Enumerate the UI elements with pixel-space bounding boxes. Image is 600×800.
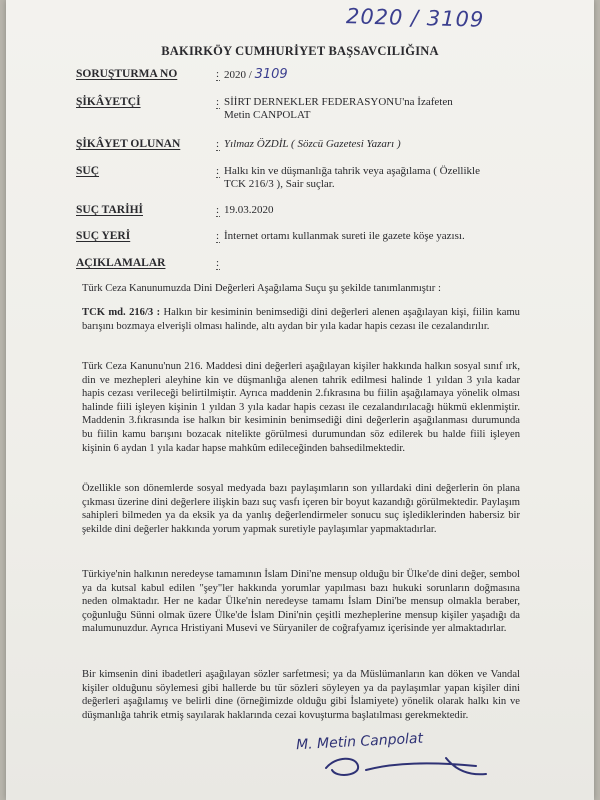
field-colon: : bbox=[216, 230, 220, 242]
field-value: Yılmaz ÖZDİL ( Sözcü Gazetesi Yazarı ) bbox=[224, 138, 401, 150]
tck-label: TCK md. 216/3 : bbox=[82, 307, 161, 318]
signature-scribble-icon bbox=[296, 748, 496, 788]
paragraph-4: Türkiye'nin halkının neredeyse tamamının İslam Dini'ne mensup olduğu bir Ülke'de dini değer, sembol ya da kutsal kabul edilen "şey"ler hakkında yorumlar yapılması bazı hukuki sorunların doğmasına neden olmaktadır. Her ne kadar Ülke'nin neredeyse tamamı İslam Dini'be mensup olmakla beraber, çoğunluğu Sünni olmak üzere Ülke'de İslam Dini'nin çeşitli mezheplerine mensup kişiler yaşadığı da malumunuzdur. Ayrıca Hristiyani Musevi ve Süryaniler de coğrafyamız içerisinde yer almaktadırlar. bbox=[82, 569, 520, 635]
field-value: 19.03.2020 bbox=[224, 204, 274, 216]
field-colon: : bbox=[216, 165, 220, 177]
case-number-handwritten: 3109 bbox=[254, 67, 288, 82]
field-value bbox=[224, 165, 554, 191]
field-value: İnternet ortamı kullanmak sureti ile gazete köşe yazısı. bbox=[224, 230, 465, 242]
field-colon: : bbox=[216, 138, 220, 150]
field-colon: : bbox=[216, 204, 220, 216]
field-label: ŞİKÂYET OLUNAN bbox=[76, 138, 181, 150]
document-page bbox=[6, 0, 594, 800]
complainant-line1: SİİRT DERNEKLER FEDERASYONU'na İzafeten bbox=[224, 96, 453, 108]
field-colon: : bbox=[216, 257, 220, 269]
case-number-prefix: 2020 / bbox=[224, 69, 255, 81]
tck-text: Halkın bir kesiminin benimsediği dini değerleri alenen aşağılayan kişi, fiilin kamu barışını bozmaya elverişli olması halinde, altı aydan bir yıla kadar hapis cezası ile cezalandırılır. bbox=[82, 307, 520, 332]
signature-name: M. Metin Canpolat bbox=[295, 730, 424, 754]
field-label: SUÇ TARİHİ bbox=[76, 204, 143, 216]
field-colon: : bbox=[216, 68, 220, 80]
field-label: ŞİKÂYETÇİ bbox=[76, 96, 141, 108]
signature bbox=[296, 732, 496, 793]
paragraph-3: Özellikle son dönemlerde sosyal medyada bazı paylaşımların son yıllardaki dini değerlerin ön plana çıkması üzerine dini değerlere ilişkin bazı suç vasfı içeren bir boyut kazandığı görülmektedir. Paylaşım sahipleri bilmeden ya da eksik ya da yanlış değerlendirmeler sonucu suç işlediklerinden habersiz bir şekilde dini değerler hakkında yorum yapmak suretiyle paylaşımlar yapmaktadırlar. bbox=[82, 483, 520, 535]
complainant-line2: Metin CANPOLAT bbox=[224, 109, 311, 121]
crime-line2: TCK 216/3 ), Sair suçlar. bbox=[224, 178, 335, 190]
field-colon: : bbox=[216, 96, 220, 108]
field-label: AÇIKLAMALAR bbox=[76, 257, 166, 269]
field-label: SUÇ bbox=[76, 165, 100, 177]
handwritten-case-number: 2020 / 3109 bbox=[345, 4, 485, 32]
tck-paragraph bbox=[82, 306, 520, 333]
crime-line1: Halkı kin ve düşmanlığa tahrik veya aşağılama ( Özellikle bbox=[224, 165, 480, 177]
intro-paragraph: Türk Ceza Kanunumuzda Dini Değerleri Aşağılama Suçu şu şekilde tanımlanmıştır : bbox=[82, 283, 441, 294]
document-title: BAKIRKÖY CUMHURİYET BAŞSAVCILIĞINA bbox=[161, 44, 439, 58]
field-value bbox=[224, 96, 554, 122]
paragraph-2: Türk Ceza Kanunu'nun 216. Maddesi dini değerleri aşağılayan kişiler hakkında halkın sosyal sınıf ırk, din ve mezhepleri aleyhine kin ve düşmanlığa alenen tahrik edilmesi halinde 1 yıldan 3 yıla kadar hapis cezası verileceği belirtilmiştir. Ayrıca maddenin 2.fıkrasına bu fiilin aşağılamaya yönelik olması halinde fiili işleyen kişinin 1 yıldan 3 yıla kadar hapis cezası ile cezalandırılacağı hükmü eklenmiştir. Maddenin 3.fıkrasında ise halkın bir kesiminin benimsediği dini değerlerin aşağılanması durumunda bu fiilin kamu barışını bozacak nitelikte görülmesi durumundan söz edilerek bu halde fiili işleyen kişinin 6 aydan 1 yıla kadar hapse mahkûm edileceğinden bahsedilmektedir. bbox=[82, 361, 520, 454]
field-label: SUÇ YERİ bbox=[76, 230, 131, 242]
field-value bbox=[224, 68, 554, 82]
field-label: SORUŞTURMA NO bbox=[76, 68, 178, 80]
paragraph-5: Bir kimsenin dini ibadetleri aşağılayan sözler sarfetmesi; ya da Müslümanların kan döken ve Vandal kişiler olduğunu söylemesi gibi hallerde bu tür sözleri söyleyen ya da paylaşımlar yapan kişiler dini değerleri aşağılamış ve belirli dine (örneğimizde olduğu gibi İslamiyete) yönelik olarak halkı kin ve düşmanlığa tahrik etmiş sayılarak haklarında cezai kovuşturma başlatılması gerekmektedir. bbox=[82, 669, 520, 721]
